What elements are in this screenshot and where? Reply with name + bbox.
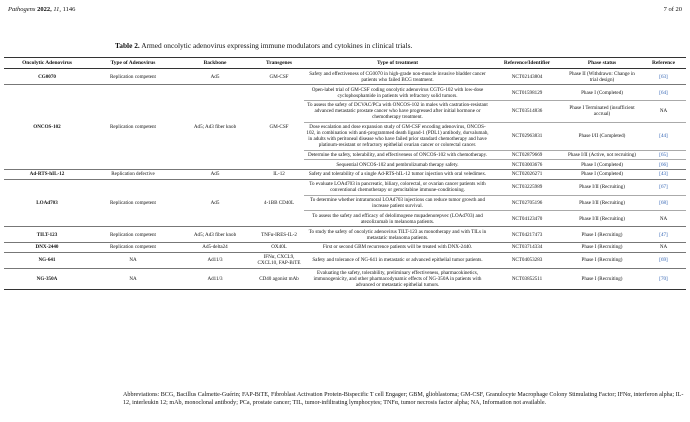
treatment-description: Sequential ONCOS-102 and pembrolizumab therapy safety. bbox=[304, 160, 491, 170]
reference-cell bbox=[641, 179, 686, 195]
table-row bbox=[4, 85, 686, 101]
phase-status: Phase I Terminated (insufficient accrual) bbox=[563, 100, 641, 122]
column-header: Transgenes bbox=[254, 58, 304, 69]
phase-status: Phase I/II (Recruiting) bbox=[563, 211, 641, 227]
journal-volume: 11, bbox=[53, 6, 61, 13]
page-header bbox=[8, 6, 682, 13]
reference-link[interactable]: [47] bbox=[659, 231, 668, 238]
backbone: Ad5-delta24 bbox=[176, 242, 254, 252]
phase-status: Phase I (Completed) bbox=[563, 170, 641, 180]
reference-link[interactable]: [64] bbox=[659, 89, 668, 96]
reference-cell bbox=[641, 150, 686, 160]
trial-identifier: NCT02879669 bbox=[491, 150, 563, 160]
column-header: Type of treatment bbox=[304, 58, 491, 69]
trials-table bbox=[4, 57, 686, 290]
phase-status: Phase I (Completed) bbox=[563, 85, 641, 101]
trial-identifier: NCT03514836 bbox=[491, 100, 563, 122]
adenovirus-name: TILT-123 bbox=[4, 227, 90, 243]
adenovirus-type: Replication competent bbox=[90, 69, 176, 85]
backbone: Ad5 bbox=[176, 179, 254, 226]
adenovirus-name: LOAd703 bbox=[4, 179, 90, 226]
phase-status: Phase I/II (Recruiting) bbox=[563, 179, 641, 195]
adenovirus-type: Replication competent bbox=[90, 179, 176, 226]
reference-cell bbox=[641, 122, 686, 150]
reference-cell bbox=[641, 160, 686, 170]
transgenes: TNFα-IRES-IL-2 bbox=[254, 227, 304, 243]
adenovirus-name: NG-641 bbox=[4, 252, 90, 268]
reference-link[interactable]: [67] bbox=[659, 184, 668, 191]
table-caption-text: Armed oncolytic adenovirus expressing immune modulators and cytokines in clinical trials. bbox=[141, 41, 413, 50]
adenovirus-name: DNX-2440 bbox=[4, 242, 90, 252]
article-number: 1146 bbox=[62, 6, 76, 13]
column-header: Reference bbox=[641, 58, 686, 69]
phase-status: Phase I/II (Recruiting) bbox=[563, 195, 641, 211]
adenovirus-type: Replication competent bbox=[90, 85, 176, 170]
treatment-description: Safety and tolerance of NG-641 in metastatic or advanced epithelial tumor patients. bbox=[304, 252, 491, 268]
backbone: Ad11/3 bbox=[176, 268, 254, 290]
header-row bbox=[4, 58, 686, 69]
table-body bbox=[4, 69, 686, 290]
page-number: 7 of 20 bbox=[663, 6, 682, 13]
reference-cell: NA bbox=[641, 242, 686, 252]
adenovirus-name: NG-350A bbox=[4, 268, 90, 290]
phase-status: Phase I/II (Active, not recruiting) bbox=[563, 150, 641, 160]
transgenes: GM-CSF bbox=[254, 69, 304, 85]
reference-link[interactable]: [65] bbox=[659, 151, 668, 158]
trial-identifier: NCT03714334 bbox=[491, 242, 563, 252]
table-row bbox=[4, 268, 686, 290]
phase-status: Phase I (Recruiting) bbox=[563, 252, 641, 268]
phase-status: Phase I (Completed) bbox=[563, 160, 641, 170]
column-header: Backbone bbox=[176, 58, 254, 69]
reference-link[interactable]: [43] bbox=[659, 171, 668, 178]
trial-identifier: NCT04123470 bbox=[491, 211, 563, 227]
treatment-description: Safety and tolerability of a single Ad-RTS-hIL-12 tumor injection with oral veledimex. bbox=[304, 170, 491, 180]
treatment-description: To assess the safety and efficacy of delolimogene mupadenorepvec (LOAd703) and atezolizumab in melanoma patients. bbox=[304, 211, 491, 227]
table-label: Table 2. bbox=[115, 41, 140, 50]
table-row bbox=[4, 170, 686, 180]
reference-cell bbox=[641, 268, 686, 290]
treatment-description: Determine the safety, tolerability, and effectiveness of ONCOS-102 with chemotherapy. bbox=[304, 150, 491, 160]
reference-cell bbox=[641, 69, 686, 85]
adenovirus-type: NA bbox=[90, 252, 176, 268]
trial-identifier: NCT02143804 bbox=[491, 69, 563, 85]
phase-status: Phase I (Recruiting) bbox=[563, 227, 641, 243]
reference-cell: NA bbox=[641, 100, 686, 122]
reference-link[interactable]: [70] bbox=[659, 275, 668, 282]
transgenes: IFNα, CXCL9, CXCL10, FAP-BiTE bbox=[254, 252, 304, 268]
journal-name: Pathogens bbox=[8, 6, 36, 13]
reference-link[interactable]: [69] bbox=[659, 257, 668, 264]
backbone: Ad5; Ad3 fiber knob bbox=[176, 85, 254, 170]
table-row bbox=[4, 227, 686, 243]
table-caption bbox=[115, 41, 625, 50]
reference-cell bbox=[641, 85, 686, 101]
trial-identifier: NCT03852511 bbox=[491, 268, 563, 290]
abbreviations-note: Abbreviations: BCG, Bacillus Calmette-Guérin; FAP-BiTE, Fibroblast Activation Protein-Bispecific T cell Engager; GBM, glioblastoma; GM-CSF, Granulocyte Macrophage Colony Stimulating Factor; IFNα, interferon alpha; IL-12, interleukin 12; mAb, monoclonal antibody; PCa, prostate cancer; TIL, tumor-infiltrating lymphocytes; TNFα, tumor necrosis factor alpha; NA, Information not available. bbox=[123, 392, 684, 406]
transgenes: CD40 agonist mAb bbox=[254, 268, 304, 290]
table-row bbox=[4, 242, 686, 252]
reference-cell bbox=[641, 170, 686, 180]
transgenes: GM-CSF bbox=[254, 85, 304, 170]
column-header: Phase status bbox=[563, 58, 641, 69]
reference-cell bbox=[641, 195, 686, 211]
reference-link[interactable]: [66] bbox=[659, 161, 668, 168]
reference-cell bbox=[641, 252, 686, 268]
table-row bbox=[4, 179, 686, 195]
reference-link[interactable]: [63] bbox=[659, 73, 668, 80]
transgenes: 4-1BB CD40L bbox=[254, 179, 304, 226]
backbone: Ad11/3 bbox=[176, 252, 254, 268]
treatment-description: To study the safety of oncolytic adenovirus TILT-123 as monotherapy and with TILs in metastatic melanoma patients. bbox=[304, 227, 491, 243]
phase-status: Phase I/II (Completed) bbox=[563, 122, 641, 150]
column-header: Type of Adenovirus bbox=[90, 58, 176, 69]
trial-identifier: NCT02026271 bbox=[491, 170, 563, 180]
reference-link[interactable]: [68] bbox=[659, 200, 668, 207]
backbone: Ad5 bbox=[176, 170, 254, 180]
adenovirus-type: Replication competent bbox=[90, 227, 176, 243]
transgenes: IL-12 bbox=[254, 170, 304, 180]
reference-link[interactable]: [44] bbox=[659, 133, 668, 140]
transgenes: OX40L bbox=[254, 242, 304, 252]
adenovirus-type: NA bbox=[90, 268, 176, 290]
journal-citation bbox=[8, 6, 75, 13]
treatment-description: To determine whether intratumoral LOAd703 injections can reduce tumor growth and increase patient survival. bbox=[304, 195, 491, 211]
trial-identifier: NCT03003676 bbox=[491, 160, 563, 170]
journal-year: 2022, bbox=[37, 6, 52, 13]
reference-cell: NA bbox=[641, 211, 686, 227]
trial-identifier: NCT02963831 bbox=[491, 122, 563, 150]
treatment-description: Dose escalation and dose expansion study of GM-CSF encoding adenovirus, ONCOS-102, in combination with anti-programmed death ligand-1 (PDL1) antibody, durvalumab, in adults with peritoneal disease who have failed prior standard chemotherapy and have platinum-resistant or refractory epithelial ovarian cancer or colorectal cancer. bbox=[304, 122, 491, 150]
adenovirus-name: Ad-RTS-hIL-12 bbox=[4, 170, 90, 180]
adenovirus-type: Replication competent bbox=[90, 242, 176, 252]
column-header: Oncolytic Adenovirus bbox=[4, 58, 90, 69]
treatment-description: To assess the safety of DCVAC/PCa with ONCOS-102 in males with castration-resistant advanced metastatic prostate cancer who have progressed after initial hormone or chemotherapy treatment. bbox=[304, 100, 491, 122]
treatment-description: First or second GBM recurrence patients will be treated with DNX-2440. bbox=[304, 242, 491, 252]
treatment-description: Open-label trial of GM-CSF coding oncolytic adenovirus CGTG-102 with low-dose cyclophosphamide in patients with refractory solid tumors. bbox=[304, 85, 491, 101]
phase-status: Phase I (Recruiting) bbox=[563, 242, 641, 252]
backbone: Ad5 bbox=[176, 69, 254, 85]
backbone: Ad5; Ad3 fiber knob bbox=[176, 227, 254, 243]
trial-identifier: NCT02705196 bbox=[491, 195, 563, 211]
adenovirus-type: Replication defective bbox=[90, 170, 176, 180]
column-header: Reference/Identifier bbox=[491, 58, 563, 69]
adenovirus-name: CG0070 bbox=[4, 69, 90, 85]
trial-identifier: NCT03225989 bbox=[491, 179, 563, 195]
trial-identifier: NCT04053283 bbox=[491, 252, 563, 268]
table-row bbox=[4, 69, 686, 85]
treatment-description: Evaluating the safety, tolerability, preliminary effectiveness, pharmacokinetics, immunogenicity, and other pharmacodynamic effects of NG-350A in patients with advanced or metastatic epithelial tumors. bbox=[304, 268, 491, 290]
treatment-description: To evaluate LOAd703 in pancreatic, biliary, colorectal, or ovarian cancer patients with conventional chemotherapy or gemcitabine immune-conditioning. bbox=[304, 179, 491, 195]
phase-status: Phase II (Withdrawn: Change in trial design) bbox=[563, 69, 641, 85]
trial-identifier: NCT01598129 bbox=[491, 85, 563, 101]
phase-status: Phase I (Recruiting) bbox=[563, 268, 641, 290]
reference-cell bbox=[641, 227, 686, 243]
treatment-description: Safety and effectiveness of CG0070 in high-grade non-muscle invasive bladder cancer patients who failed BCG treatment. bbox=[304, 69, 491, 85]
adenovirus-name: ONCOS-102 bbox=[4, 85, 90, 170]
trial-identifier: NCT04217473 bbox=[491, 227, 563, 243]
table-row bbox=[4, 252, 686, 268]
